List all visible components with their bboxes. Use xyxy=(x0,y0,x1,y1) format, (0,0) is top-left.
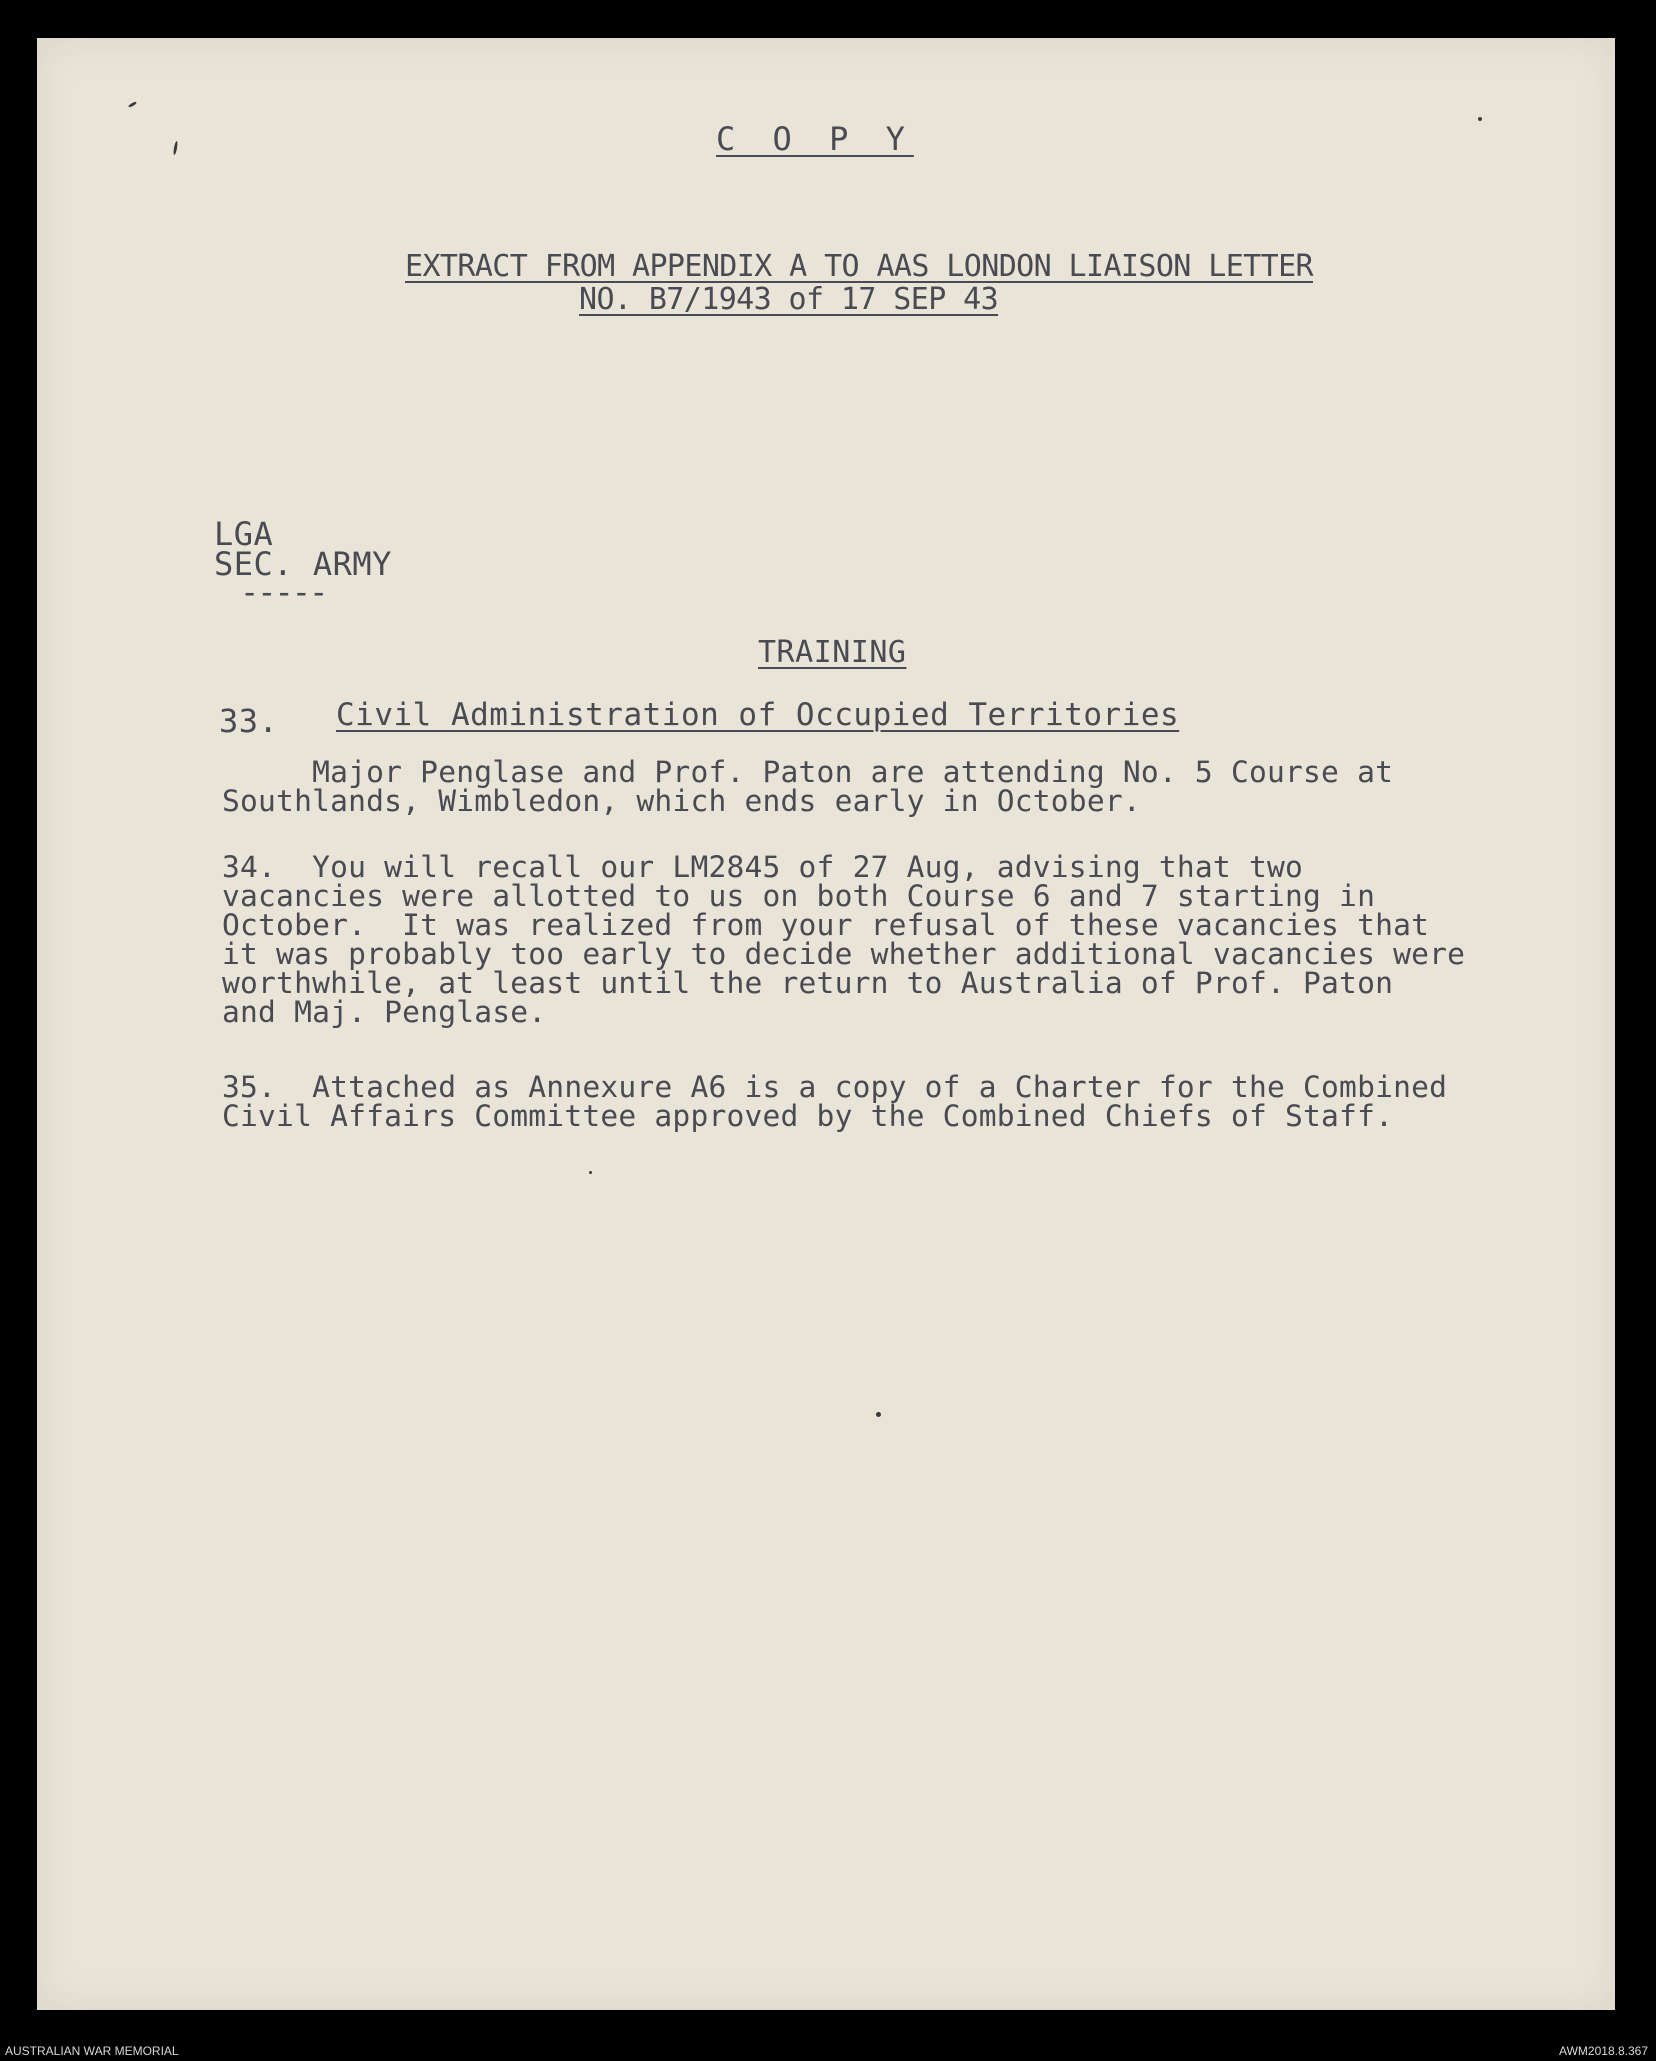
paragraph-35-text: 35. Attached as Annexure A6 is a copy of a Charter for the Combined Civil Affairs Committee approved by the Combined Chiefs of Staff. xyxy=(222,1070,1448,1133)
paragraph-34-text: 34. You will recall our LM2845 of 27 Aug, advising that two vacancies were allotted to us on both Course 6 and 7 starting in October. It was realized from your refusal of these vacancies that it was probably too early to decide whether additional vacancies were worthwhile, at least until the return to Australia of Prof. Paton and Maj. Penglase. xyxy=(222,850,1466,1029)
paragraph-33-heading: Civil Administration of Occupied Territories xyxy=(336,697,1180,733)
section-heading: TRAINING xyxy=(758,635,907,670)
footer-archive-name: AUSTRALIAN WAR MEMORIAL xyxy=(5,2044,179,2058)
address-line-1: LGA xyxy=(214,515,274,553)
paper-mark xyxy=(876,1412,881,1417)
document-title-line-2: NO. B7/1943 of 17 SEP 43 xyxy=(579,282,999,317)
address-rule: ----- xyxy=(240,573,327,611)
paper-mark xyxy=(1478,117,1482,121)
copy-heading: C O P Y xyxy=(716,120,914,158)
document-title-line-1: EXTRACT FROM APPENDIX A TO AAS LONDON LIAISON LETTER xyxy=(405,249,1313,284)
paragraph-33-text: Major Penglase and Prof. Paton are attending No. 5 Course at Southlands, Wimbledon, which ends early in October. xyxy=(222,755,1394,818)
footer-accession-number: AWM2018.8.367 xyxy=(1559,2044,1648,2058)
address-line-2: SEC. ARMY xyxy=(214,545,392,583)
paragraph-33-number: 33. xyxy=(219,702,279,740)
paper-mark xyxy=(589,1171,592,1174)
